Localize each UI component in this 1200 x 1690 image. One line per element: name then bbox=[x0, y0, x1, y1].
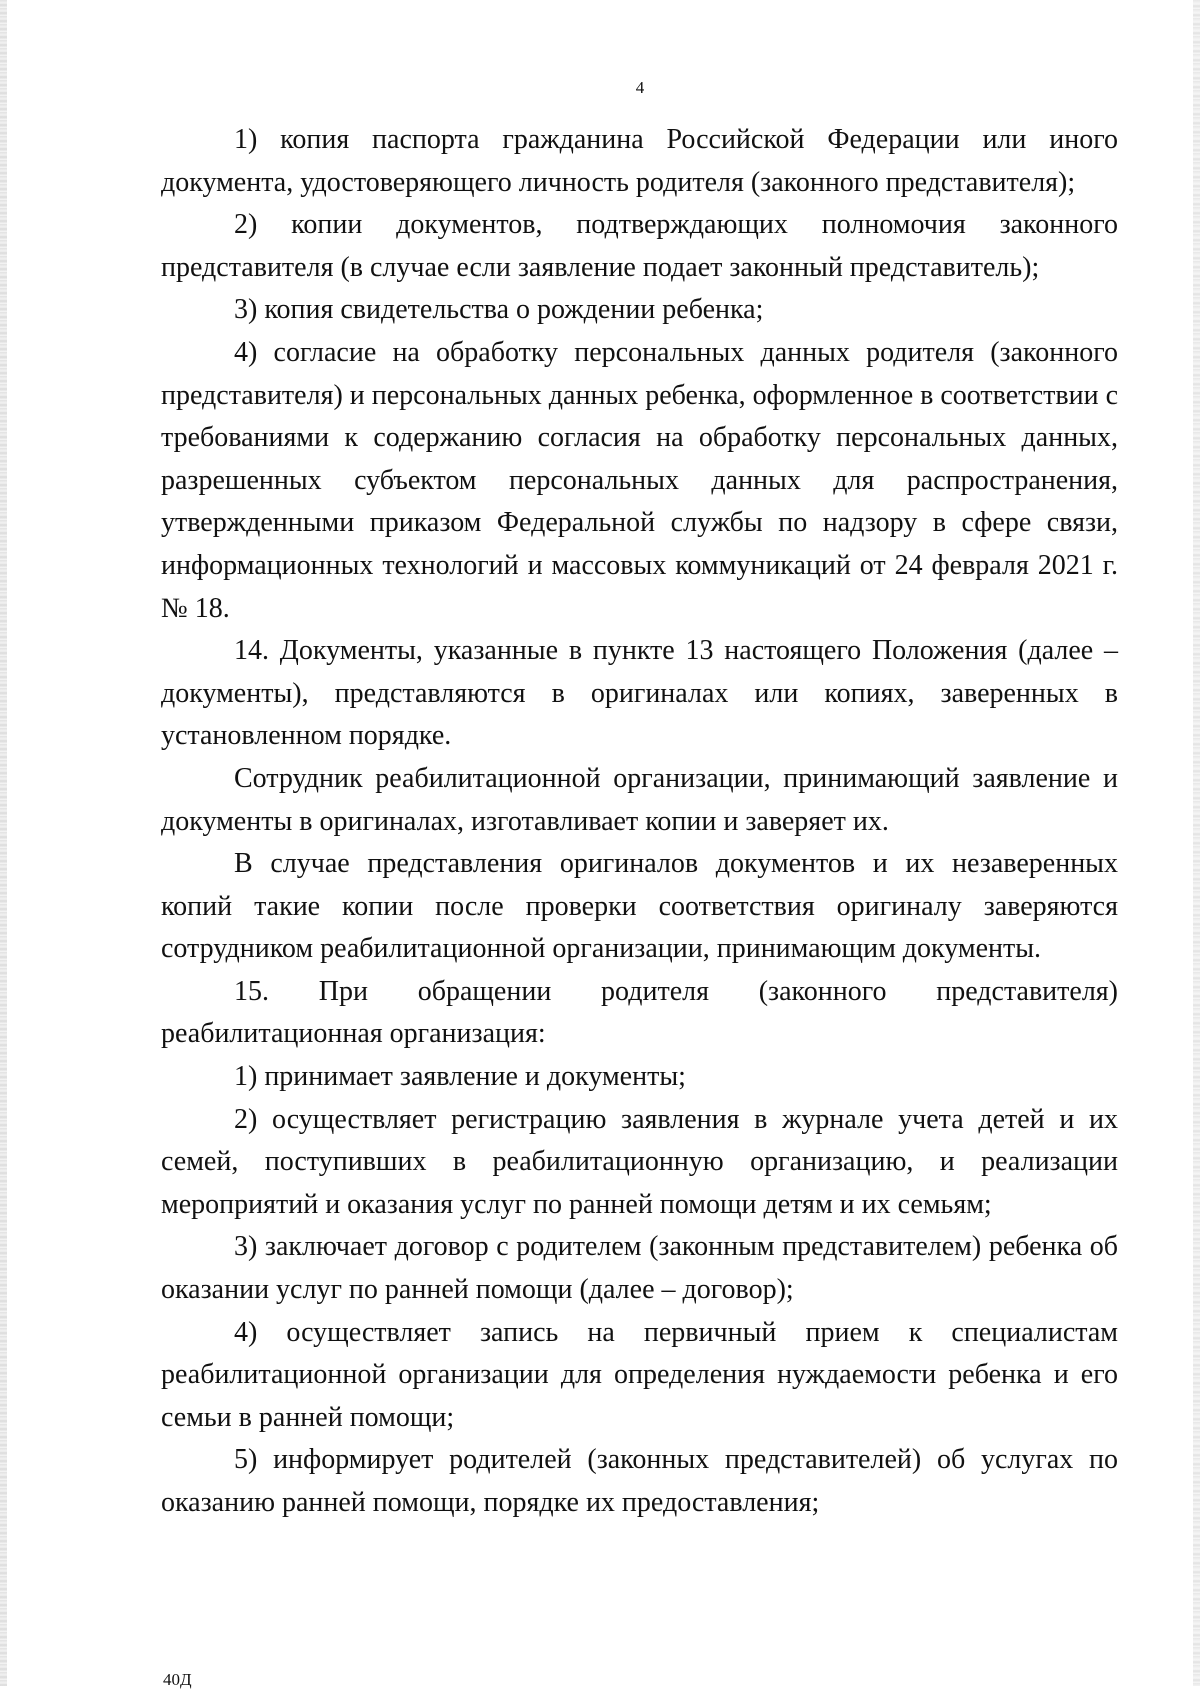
paragraph-clause-15-item-2: 2) осуществляет регистрацию заявления в журнале учета детей и их семей, поступивших в реабилитационную организацию, и реализации мероприятий и оказания услуг по ранней помощи детям и их семьям; bbox=[161, 1103, 1118, 1220]
document-body bbox=[161, 119, 1118, 1525]
paragraph-clause-15-item-5: 5) информирует родителей (законных представителей) об услугах по оказанию ранней помощи, порядке их предоставления; bbox=[161, 1444, 1118, 1518]
paragraph-clause-15-item-4: 4) осуществляет запись на первичный прием к специалистам реабилитационной организации для определения нуждаемости ребенка и его семьи в ранней помощи; bbox=[161, 1316, 1118, 1433]
page-number: 4 bbox=[635, 78, 645, 97]
scan-edge-left bbox=[0, 0, 7, 1686]
footer-code: 40Д bbox=[163, 1670, 192, 1689]
paragraph-item-2-authority-docs: 2) копии документов, подтверждающих полномочия законного представителя (в случае если заявление подает законный представитель); bbox=[161, 209, 1118, 283]
paragraph-item-1-passport: 1) копия паспорта гражданина Российской Федерации или иного документа, удостоверяющего личность родителя (законного представителя); bbox=[161, 124, 1118, 198]
paragraph-clause-15: 15. При обращении родителя (законного представителя) реабилитационная организация: bbox=[161, 975, 1118, 1050]
paragraph-item-4-consent: 4) согласие на обработку персональных данных родителя (законного представителя) и персональных данных ребенка, оформленное в соответствии с требованиями к содержанию согласия на обработку персональных данных, разрешенных субъектом персональных данных для распространения, утвержденными приказом Федеральной службы по надзору в сфере связи, информационных технологий и массовых коммуникаций от 24 февраля 2021 г. № 18. bbox=[161, 336, 1119, 624]
paragraph-item-3-birth-certificate: 3) копия свидетельства о рождении ребенка; bbox=[234, 294, 764, 326]
paragraph-employee-copies: Сотрудник реабилитационной организации, принимающий заявление и документы в оригиналах, изготавливает копии и заверяет их. bbox=[161, 762, 1118, 837]
paragraph-clause-14: 14. Документы, указанные в пункте 13 настоящего Положения (далее – документы), представляются в оригиналах или копиях, заверенных в установленном порядке. bbox=[161, 635, 1118, 752]
paragraph-clause-15-item-1: 1) принимает заявление и документы; bbox=[234, 1061, 686, 1093]
scan-edge-right bbox=[1193, 0, 1200, 1686]
paragraph-unverified-copies: В случае представления оригиналов документов и их незаверенных копий такие копии после проверки соответствия оригиналу заверяются сотрудником реабилитационной организации, принимающим документы. bbox=[161, 848, 1118, 965]
paragraph-clause-15-item-3: 3) заключает договор с родителем (законным представителем) ребенка об оказании услуг по ранней помощи (далее – договор); bbox=[161, 1231, 1118, 1306]
